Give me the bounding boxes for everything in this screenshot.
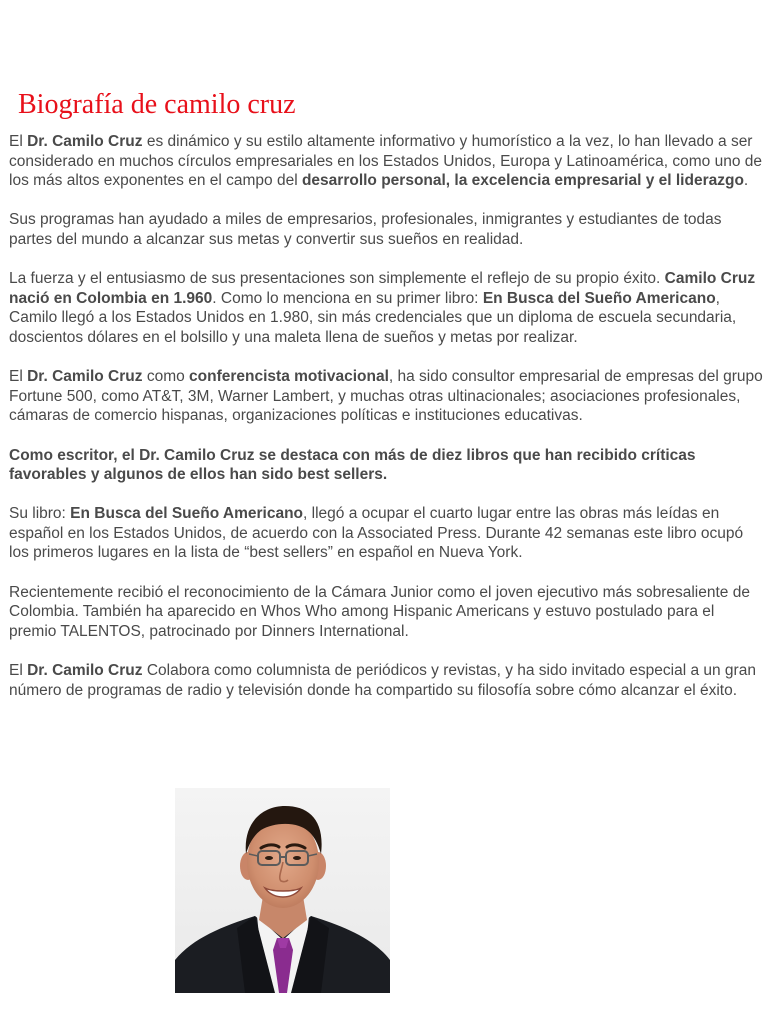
- text-run: Recientemente recibió el reconocimiento de la Cámara Junior como el joven ejecutivo más sobresaliente de Colombia. También ha aparecido en Whos Who among Hispanic Americans y estuvo postulado para el premio TALENTOS, patrocinado por Dinners International.: [9, 583, 750, 640]
- body-paragraph: [9, 367, 765, 426]
- bold-text: Dr. Camilo Cruz: [27, 133, 143, 150]
- page-title: Biografía de camilo cruz: [18, 89, 296, 120]
- body-paragraph: [9, 583, 765, 642]
- text-run: La fuerza y el entusiasmo de sus presentaciones son simplemente el reflejo de su propio éxito.: [9, 270, 665, 288]
- text-run: Sus programas han ayudado a miles de empresarios, profesionales, inmigrantes y estudiantes de todas partes del mundo a alcanzar sus metas y convertir sus sueños en realidad.: [9, 211, 722, 248]
- text-run: , Camilo llegó a los Estados Unidos en 1.980, sin más credenciales que un diploma de escuela secundaria, doscientos dólares en el bolsillo y una maleta llena de sueños y metas por realizar.: [9, 289, 737, 346]
- body-paragraph: [9, 446, 765, 485]
- body-paragraph: [9, 504, 765, 563]
- bold-text: Dr. Camilo Cruz: [27, 368, 143, 386]
- bold-text: Camilo Cruz nació en Colombia en 1.960: [9, 270, 756, 307]
- text-run: El: [9, 662, 28, 680]
- text-run: . Como lo menciona en su primer libro:: [212, 289, 483, 307]
- body-paragraph: [9, 661, 765, 700]
- bold-text: conferencista motivacional: [189, 368, 389, 386]
- body-paragraph: [9, 210, 765, 249]
- biography-body: [9, 132, 765, 720]
- text-run: , ha sido consultor empresarial de empresas del grupo Fortune 500, como AT&T, 3M, Warner Lambert, y muchas otras ultinacionales; asociaciones profesionales, cámaras de comercio hispanas, organizaciones políticas e instituciones educativas.: [9, 368, 763, 425]
- bold-text: En Busca del Sueño Americano: [70, 505, 304, 523]
- text-run: .: [743, 172, 749, 190]
- portrait-photo: [175, 788, 390, 993]
- bold-text: En Busca del Sueño Americano: [482, 289, 716, 307]
- text-run: El: [9, 133, 28, 150]
- person-portrait-icon: [175, 788, 390, 993]
- text-run: , llegó a ocupar el cuarto lugar entre las obras más leídas en español en los Estados Unidos, de acuerdo con la Associated Press. Durante 42 semanas este libro ocupó los primeros lugares en la lista de “best sellers” en español en Nueva York.: [9, 505, 744, 562]
- text-run: es dinámico y su estilo altamente informativo y humorístico a la vez, lo han llevado a ser considerado en muchos círculos empresariales en los Estados Unidos, Europa y Latinoamérica, como uno de los más altos exponentes en el campo del: [9, 133, 763, 190]
- body-paragraph: [9, 132, 765, 191]
- text-run: El: [9, 368, 28, 386]
- text-run: como: [142, 368, 190, 386]
- body-paragraph: [9, 269, 765, 347]
- bold-text: desarrollo personal, la excelencia empresarial y el liderazgo: [301, 172, 744, 190]
- text-run: Su libro:: [9, 505, 71, 523]
- bold-text: Dr. Camilo Cruz: [27, 662, 143, 680]
- bold-text: Como escritor, el Dr. Camilo Cruz se destaca con más de diez libros que han recibido críticas favorables y algunos de ellos han sido best sellers.: [9, 446, 696, 484]
- text-run: Colabora como columnista de periódicos y revistas, y ha sido invitado especial a un gran número de programas de radio y televisión donde ha compartido su filosofía sobre cómo alcanzar el éxito.: [9, 662, 756, 699]
